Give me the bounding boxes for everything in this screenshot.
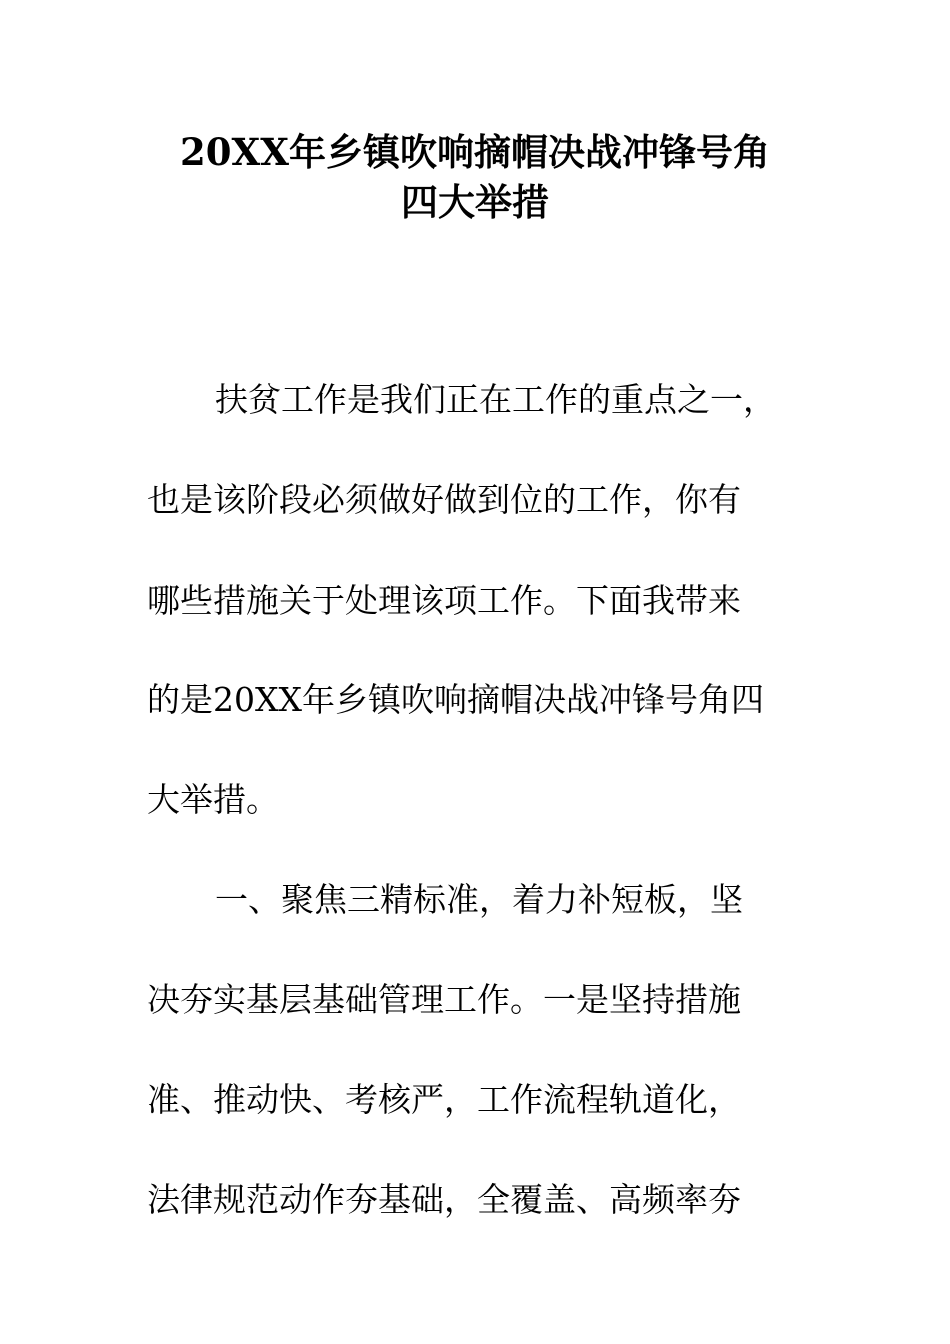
paragraph-line-2: 也是该阶段必须做好做到位的工作，你有 — [147, 480, 741, 519]
paragraph-line-1: 扶贫工作是我们正在工作的重点之一， — [215, 380, 776, 419]
paragraph-line-4: 的是20XX年乡镇吹响摘帽决战冲锋号角四 — [147, 680, 764, 719]
document-title-line-1: 20XX年乡镇吹响摘帽决战冲锋号角 — [180, 130, 770, 174]
paragraph-line-7: 决夯实基层基础管理工作。一是坚持措施 — [147, 980, 741, 1019]
paragraph-line-8: 准、推动快、考核严，工作流程轨道化， — [147, 1080, 741, 1119]
document-title-line-2: 四大举措 — [401, 180, 549, 224]
paragraph-line-5: 大举措。 — [147, 780, 279, 819]
paragraph-line-3: 哪些措施关于处理该项工作。下面我带来 — [147, 581, 741, 620]
paragraph-line-9: 法律规范动作夯基础，全覆盖、高频率夯 — [147, 1180, 741, 1219]
paragraph-line-6: 一、聚焦三精标准，着力补短板，坚 — [215, 880, 743, 919]
